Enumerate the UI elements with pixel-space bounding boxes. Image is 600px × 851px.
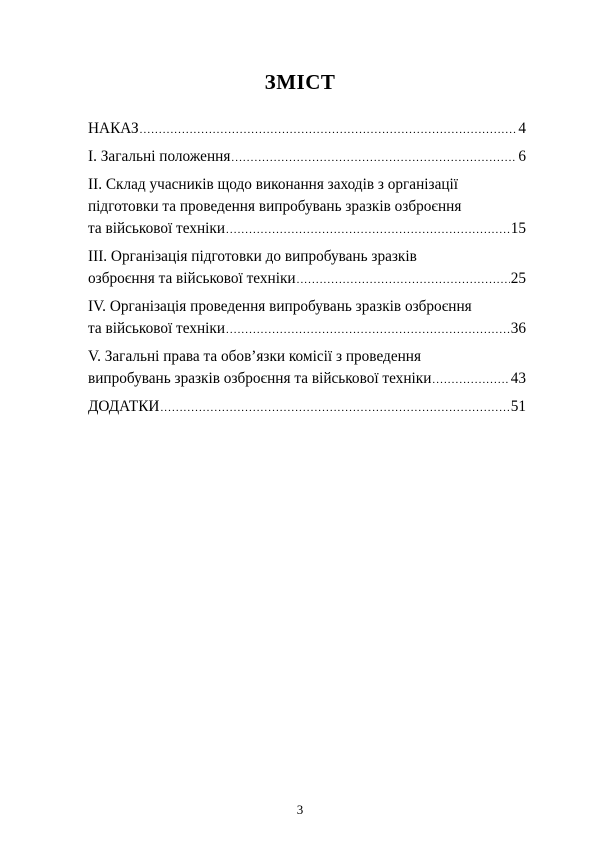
toc-page-number: 51	[510, 398, 526, 415]
toc-entry-title-line: IV. Організація проведення випробувань зразків озброєння	[88, 298, 472, 315]
toc-page-number: 43	[510, 370, 526, 387]
toc-entry-section-4[interactable]	[88, 296, 526, 340]
dot-leader	[140, 125, 518, 136]
page-number: 3	[296, 802, 304, 817]
toc-page-number: 36	[510, 320, 526, 337]
toc-entry-section-1[interactable]	[88, 146, 526, 168]
toc-entry-title-line: озброєння та військової техніки	[88, 270, 296, 287]
dot-leader	[231, 153, 517, 164]
toc-entry-title-line: II. Склад учасників щодо виконання заходів з організації	[88, 176, 459, 193]
toc-page-number: 25	[510, 270, 526, 287]
toc-entry-nakaz[interactable]	[88, 118, 526, 140]
dot-leader	[160, 403, 509, 414]
dot-leader	[297, 275, 510, 286]
toc-entry-title-line: та військової техніки	[88, 320, 226, 337]
toc-entry-section-5[interactable]	[88, 346, 526, 390]
toc-entry-title-line: V. Загальні права та обов’язки комісії з проведення	[88, 348, 422, 365]
dot-leader	[226, 225, 510, 236]
toc-entry-title: НАКАЗ	[88, 120, 139, 137]
toc-entry-section-2[interactable]	[88, 174, 526, 240]
page-title: ЗМІСТ	[264, 70, 336, 94]
toc-entry-title-line: III. Організація підготовки до випробувань зразків	[88, 248, 417, 265]
toc-entry-title: ДОДАТКИ	[88, 398, 160, 415]
dot-leader	[226, 325, 510, 336]
toc-page-number: 15	[510, 220, 526, 237]
toc-entry-title-line: підготовки та проведення випробувань зразків озброєння	[88, 198, 462, 215]
toc-entry-section-3[interactable]	[88, 246, 526, 290]
toc-page-number: 6	[518, 148, 526, 165]
table-of-contents	[88, 118, 526, 424]
toc-entry-title-line: та військової техніки	[88, 220, 226, 237]
toc-entry-appendices[interactable]	[88, 396, 526, 418]
toc-page-number: 4	[518, 120, 526, 137]
toc-entry-title: I. Загальні положення	[88, 148, 231, 165]
toc-entry-title-line: випробувань зразків озброєння та військової техніки	[88, 370, 432, 387]
dot-leader	[432, 375, 509, 386]
